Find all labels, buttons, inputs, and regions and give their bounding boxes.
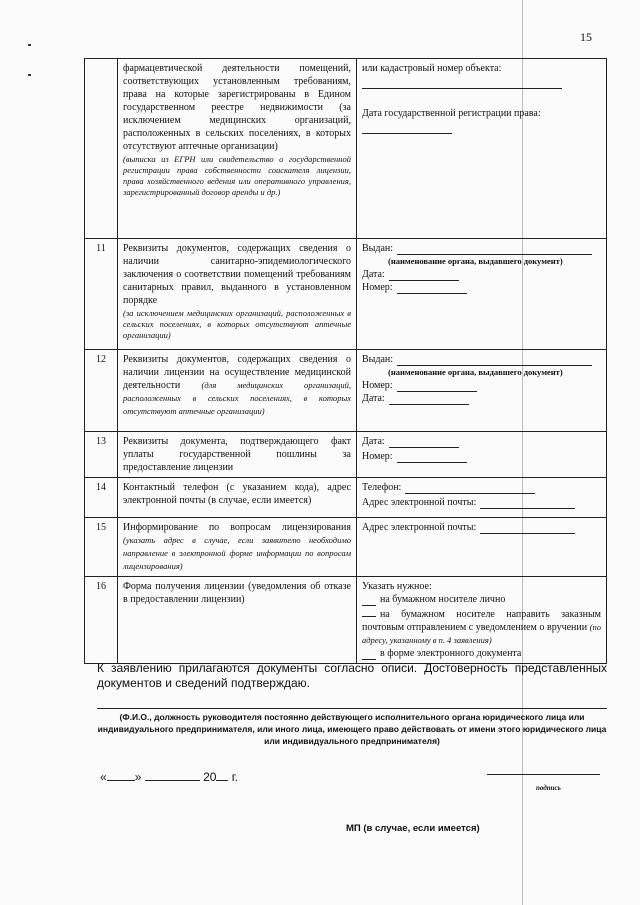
email-label: Адрес электронной почты: [362, 522, 477, 533]
choose-label: Указать нужное: [362, 581, 432, 592]
issued-label: Выдан: [362, 243, 394, 254]
row-description: Форма получения лицензии (уведомления об отказе в предоставлении лицензии) [118, 577, 357, 664]
number-field[interactable] [397, 452, 467, 463]
stamp-label: МП (в случае, если имеется) [346, 823, 480, 834]
option-check-line[interactable] [362, 649, 376, 660]
email-field[interactable] [480, 498, 575, 509]
option-label: в форме электронного документа [380, 648, 522, 659]
year-prefix: 20 [203, 770, 217, 784]
scan-speck [28, 74, 31, 76]
row-value [357, 239, 607, 350]
row-description: Реквизиты документа, подтверждающего факт уплаты государственной пошлины за предоставление лицензии [118, 432, 357, 478]
date-field[interactable] [389, 394, 469, 405]
cadastral-label: или кадастровый номер объекта: [362, 63, 502, 74]
row-number: 14 [85, 478, 118, 518]
option-label: на бумажном носителе направить заказным почтовым отправлением с уведомлением о вручении [362, 609, 601, 633]
year-suffix: г. [231, 770, 239, 784]
row-number: 13 [85, 432, 118, 478]
date-label: Дата: [362, 269, 385, 280]
option-label: на бумажном носителе лично [380, 594, 506, 605]
cadastral-field[interactable] [362, 78, 562, 89]
row-value [357, 478, 607, 518]
issued-note: (наименование органа, выдавшего документ) [388, 367, 563, 377]
signature-line[interactable] [487, 774, 600, 775]
phone-field[interactable] [405, 483, 535, 494]
row-desc-text: Реквизиты документов, содержащих сведения о наличии лицензии на осуществление медицинской деятельности [123, 354, 351, 391]
scan-speck [28, 44, 31, 46]
row-number [85, 59, 118, 239]
date-line [100, 770, 238, 784]
date-field[interactable] [389, 437, 459, 448]
issued-field[interactable] [397, 244, 592, 255]
row-value [357, 577, 607, 664]
number-label: Номер: [362, 451, 393, 462]
row-value [357, 432, 607, 478]
row-desc-text: фармацевтической деятельности помещений, соответствующих установленным требованиям, права на которые зарегистрированы в Едином государственном реестре недвижимости (за исключением медицинских организаций, расположенных в сельских поселениях, в которых отсутствуют аптечные организации) [123, 63, 351, 152]
signature-name-line[interactable] [97, 708, 607, 709]
row-number: 12 [85, 350, 118, 432]
table-row [85, 518, 607, 577]
row-number: 11 [85, 239, 118, 350]
number-label: Номер: [362, 282, 393, 293]
issued-field[interactable] [397, 355, 592, 366]
option-note: (по адресу, указанному в п. 4 заявления) [362, 622, 601, 645]
date-close-quote: » [134, 770, 142, 784]
table-row [85, 59, 607, 239]
reg-date-field[interactable] [362, 123, 452, 134]
email-label: Адрес электронной почты: [362, 497, 477, 508]
row-value [357, 518, 607, 577]
row-description: Контактный телефон (с указанием кода), адрес электронной почты (в случае, если имеется) [118, 478, 357, 518]
option-check-line[interactable] [362, 595, 376, 606]
row-desc-note: (для медицинских организаций, расположенных в сельских поселениях, в которых отсутствуют аптечные организации) [123, 380, 351, 416]
row-description [118, 350, 357, 432]
signature-label: подпись [536, 784, 561, 792]
number-field[interactable] [397, 283, 467, 294]
table-row [85, 577, 607, 664]
row-desc-note: (выписка из ЕГРН или свидетельство о государственной регистрации права собственности соискателя лицензии, права хозяйственного ведения или оперативного управления, зарегистрированный договор аренды и др.) [123, 154, 351, 197]
option-by-mail[interactable] [362, 606, 601, 647]
attachment-statement: К заявлению прилагаются документы согласно описи. Достоверность представленных документов и сведений подтверждаю. [97, 661, 607, 690]
table-row [85, 239, 607, 350]
issued-label: Выдан: [362, 354, 394, 365]
row-desc-note: (за исключением медицинских организаций, расположенных в сельских поселениях, в которых отсутствуют аптечные организации) [123, 308, 351, 340]
option-electronic[interactable] [362, 647, 601, 660]
table-row [85, 432, 607, 478]
row-desc-note: (указать адрес в случае, если заявителю необходимо направление в электронной форме информации по вопросам лицензирования) [123, 535, 351, 571]
option-check-line[interactable] [362, 606, 376, 617]
reg-date-label: Дата государственной регистрации права: [362, 108, 541, 119]
year-field[interactable] [216, 770, 228, 781]
row-description [118, 518, 357, 577]
page-number: 15 [580, 30, 592, 44]
phone-label: Телефон: [362, 482, 402, 493]
day-field[interactable] [107, 770, 135, 781]
row-desc-text: Реквизиты документов, содержащих сведения о наличии санитарно-эпидемиологического заключения о соответствии помещений требованиям санитарных правил, выданного в установленном порядке [123, 243, 351, 306]
row-value [357, 59, 607, 239]
row-description [118, 59, 357, 239]
option-in-person[interactable] [362, 593, 601, 606]
row-desc-text: Информирование по вопросам лицензирования [123, 522, 351, 533]
number-label: Номер: [362, 380, 393, 391]
month-field[interactable] [145, 770, 200, 781]
number-field[interactable] [397, 381, 477, 392]
row-value [357, 350, 607, 432]
row-number: 15 [85, 518, 118, 577]
date-field[interactable] [389, 270, 459, 281]
row-number: 16 [85, 577, 118, 664]
issued-note: (наименование органа, выдавшего документ) [388, 256, 563, 266]
date-open-quote: « [100, 770, 107, 784]
email-field[interactable] [480, 523, 575, 534]
date-label: Дата: [362, 436, 385, 447]
date-label: Дата: [362, 393, 385, 404]
table-row [85, 350, 607, 432]
row-description [118, 239, 357, 350]
license-form-table [84, 58, 607, 664]
signature-caption: (Ф.И.О., должность руководителя постоянно действующего исполнительного органа юридического лица или индивидуального предпринимателя, или иного лица, имеющего право действовать от имени этого юридического лица или индивидуального предпринимателя) [97, 712, 607, 746]
table-row [85, 478, 607, 518]
